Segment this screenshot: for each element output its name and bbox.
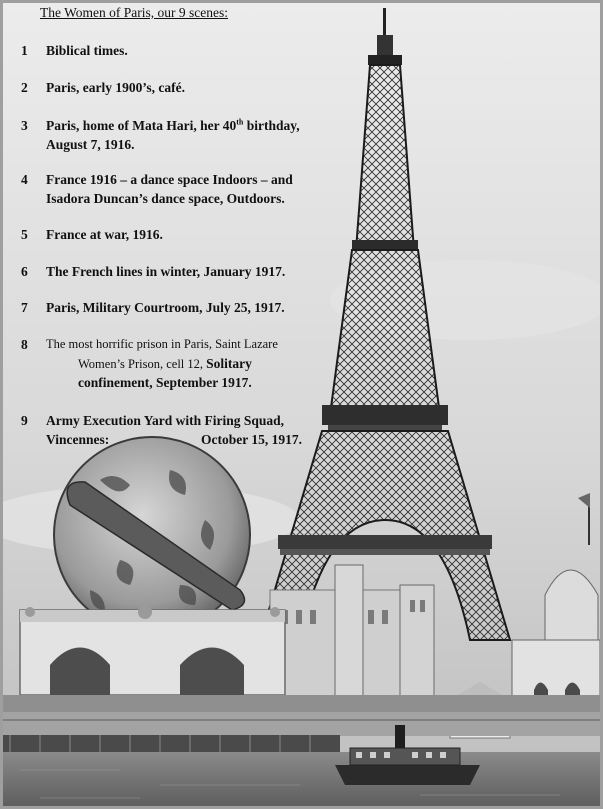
scene-number: 6 bbox=[21, 264, 28, 279]
scene-text: Women’s Prison, cell 12, Solitary bbox=[78, 356, 252, 371]
scene-text: Paris, early 1900’s, café. bbox=[46, 80, 185, 95]
scene-number: 3 bbox=[21, 118, 28, 133]
scene-number: 2 bbox=[21, 80, 28, 95]
scene-number: 1 bbox=[21, 43, 28, 58]
scene-text: Army Execution Yard with Firing Squad, bbox=[46, 413, 285, 428]
scene-text: Vincennes: bbox=[46, 432, 110, 447]
scene-text: Isadora Duncan’s dance space, Outdoors. bbox=[46, 191, 285, 206]
scene-text: France 1916 – a dance space Indoors – and bbox=[46, 172, 293, 187]
scene-text: France at war, 1916. bbox=[46, 227, 163, 242]
scene-text: Paris, home of Mata Hari, her 40th birthday, bbox=[46, 117, 300, 133]
scene-text: October 15, 1917. bbox=[201, 432, 302, 447]
scene-text: Paris, Military Courtroom, July 25, 1917. bbox=[46, 300, 285, 315]
scene-number: 5 bbox=[21, 227, 28, 242]
scene-number: 8 bbox=[21, 337, 28, 352]
scene-number: 7 bbox=[21, 300, 28, 315]
page-title: The Women of Paris, our 9 scenes: bbox=[40, 5, 228, 20]
scene-text: The French lines in winter, January 1917. bbox=[46, 264, 286, 279]
scene-text: confinement, September 1917. bbox=[78, 375, 252, 390]
scene-text: Biblical times. bbox=[46, 43, 128, 58]
scene-number: 4 bbox=[21, 172, 28, 187]
scene-text: August 7, 1916. bbox=[46, 137, 135, 152]
scene-text: The most horrific prison in Paris, Saint Lazare bbox=[46, 337, 278, 351]
scene-number: 9 bbox=[21, 413, 28, 428]
